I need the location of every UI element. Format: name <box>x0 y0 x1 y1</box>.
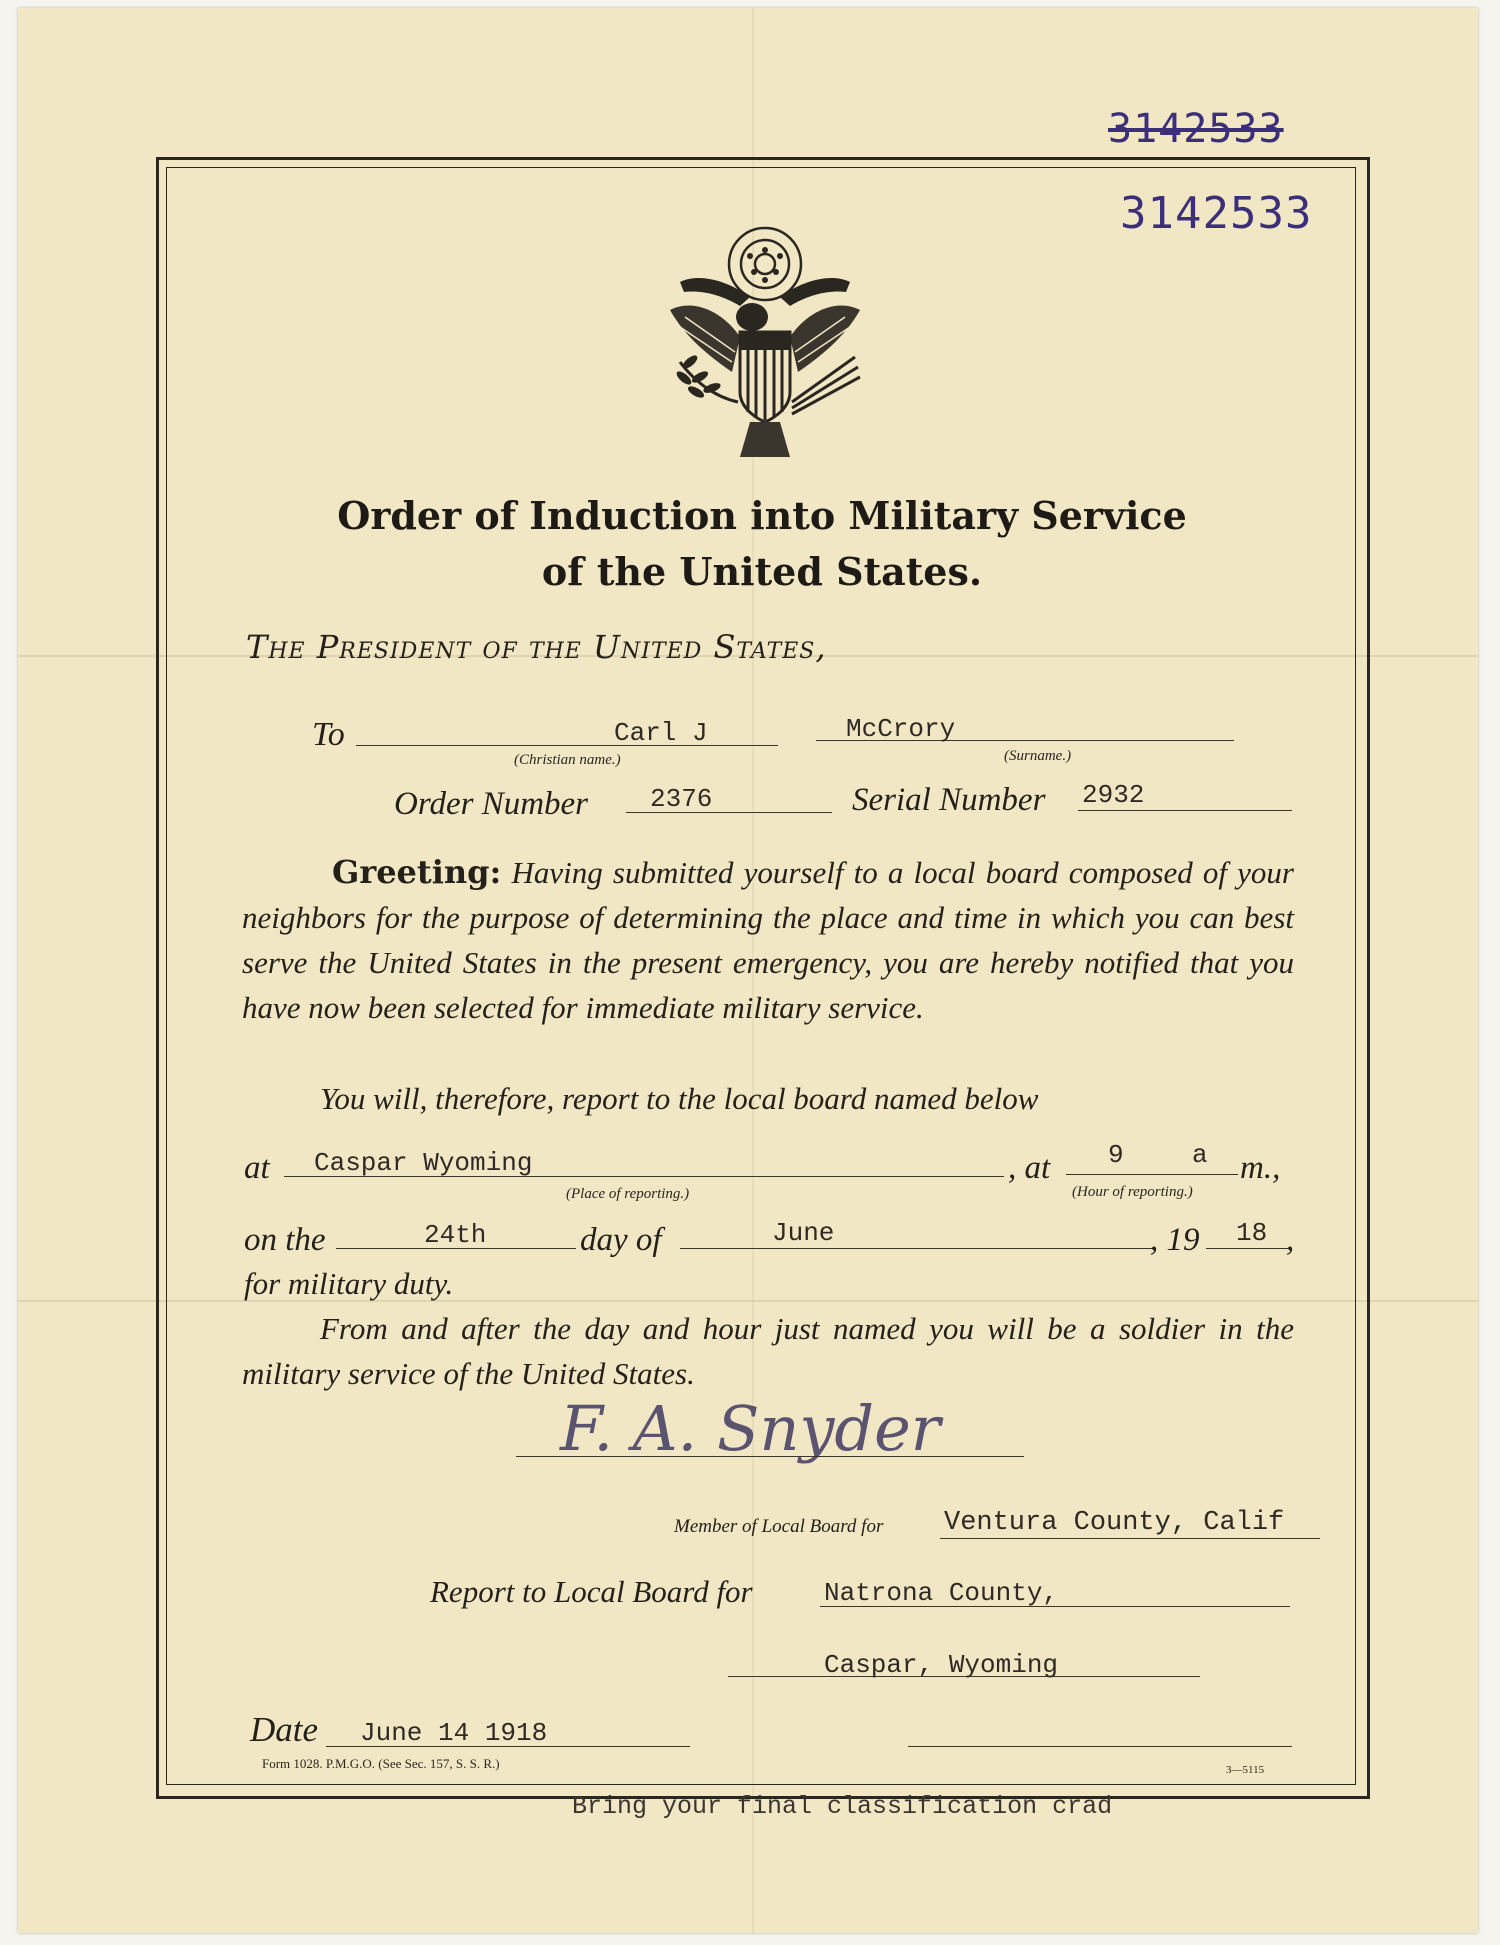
year-prefix: , 19 <box>1150 1222 1200 1258</box>
soldier-paragraph: From and after the day and hour just named you will be a soldier in the military service of the United States. <box>242 1311 1294 1391</box>
serial-number-label: Serial Number <box>852 782 1046 818</box>
greeting-text: Having submitted yourself to a local board composed of your neighbors for the purpose of determining the place and time in which you can best serve the United States in the present emergency, you are hereby notified that you have now been selected for immediate military service. <box>242 855 1295 1025</box>
hour-value: 9 <box>1108 1140 1124 1170</box>
blank-line <box>908 1746 1292 1747</box>
meridiem-value: a <box>1192 1140 1208 1170</box>
document-title-line1: Order of Induction into Military Service <box>337 493 1187 538</box>
on-the-label: on the <box>244 1222 326 1258</box>
place-value: Caspar Wyoming <box>314 1148 533 1178</box>
month-value: June <box>772 1218 835 1248</box>
christian-name-line <box>356 745 778 746</box>
report-paragraph: You will, therefore, report to the local board named below <box>320 1081 1039 1116</box>
date-value: June 14 1918 <box>360 1718 548 1748</box>
military-duty-line: for military duty. <box>244 1266 454 1301</box>
member-board-label: Member of Local Board for <box>674 1516 884 1537</box>
month-line <box>680 1248 1154 1249</box>
year-line <box>1206 1248 1288 1249</box>
greeting-paragraph <box>242 850 1294 1030</box>
surname-value: McCrory <box>846 714 956 744</box>
serial-number-line <box>1078 810 1292 811</box>
stamp-number-top: 3142533 <box>1108 106 1284 152</box>
classification-card-note: Bring your final classification crad <box>572 1792 1113 1821</box>
date-label: Date <box>250 1710 319 1749</box>
board-member-signature: F. A. Snyder <box>560 1392 941 1465</box>
christian-name-value: Carl J <box>614 718 708 748</box>
at-hour-label: , at <box>1008 1150 1051 1186</box>
day-of-label: day of <box>580 1222 662 1258</box>
signature-line <box>516 1456 1024 1457</box>
form-number-text: Form 1028. P.M.G.O. (See Sec. 157, S. S. R.) <box>262 1756 500 1771</box>
member-county-value: Ventura County, Calif <box>944 1508 1285 1538</box>
hour-line <box>1066 1174 1238 1175</box>
president-heading: The President of the United States, <box>246 628 827 666</box>
hour-caption: (Hour of reporting.) <box>1072 1184 1193 1200</box>
to-label: To <box>312 716 345 753</box>
at-label: at <box>244 1150 270 1186</box>
christian-name-caption: (Christian name.) <box>514 752 621 768</box>
stamp-number-second: 3142533 <box>1120 188 1313 239</box>
report-county-value: Natrona County, <box>824 1578 1059 1608</box>
print-code: 3—5115 <box>1226 1764 1265 1776</box>
serial-number-value: 2932 <box>1082 780 1145 810</box>
great-seal-eagle-icon <box>640 222 890 472</box>
order-number-label: Order Number <box>394 786 589 822</box>
document-title-line2: of the United States. <box>541 549 983 594</box>
surname-caption: (Surname.) <box>1004 748 1072 764</box>
year-value: 18 <box>1236 1218 1268 1248</box>
m-label: m., <box>1240 1150 1281 1186</box>
day-value: 24th <box>424 1220 487 1250</box>
greeting-word: Greeting: <box>332 853 502 891</box>
order-number-value: 2376 <box>650 784 713 814</box>
member-county-line <box>940 1538 1320 1539</box>
place-caption: (Place of reporting.) <box>566 1186 690 1202</box>
report-city-value: Caspar, Wyoming <box>824 1650 1059 1680</box>
report-board-label: Report to Local Board for <box>430 1574 753 1609</box>
year-comma: , <box>1286 1222 1295 1258</box>
